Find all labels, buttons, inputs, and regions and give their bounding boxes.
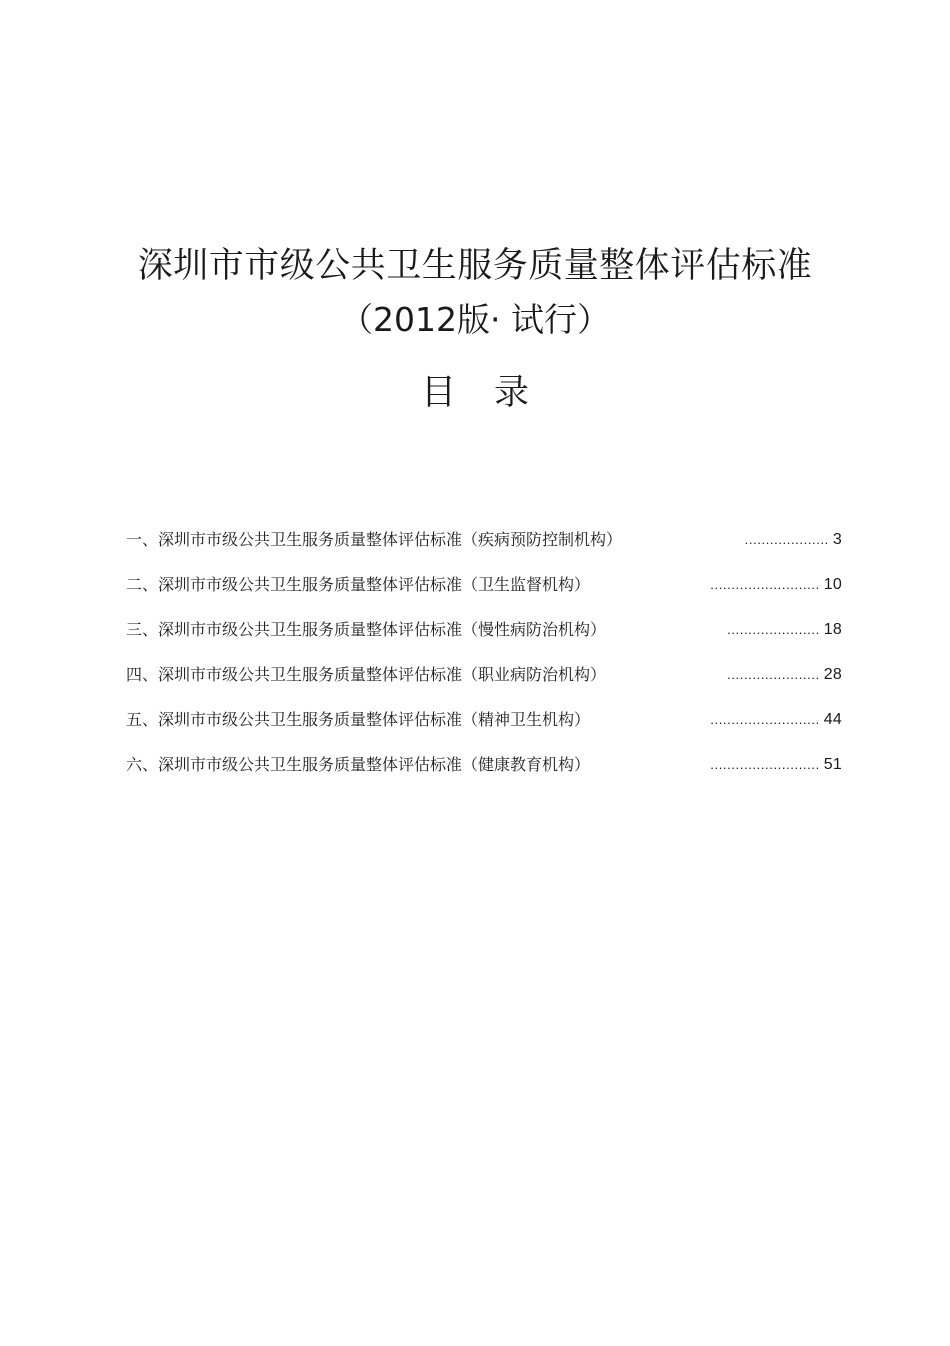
toc-entry-page: [710, 707, 842, 733]
toc-entry[interactable]: [126, 527, 842, 572]
toc-entry-label: 三、深圳市市级公共卫生服务质量整体评估标准（慢性病防治机构）: [126, 620, 607, 639]
toc-entry-label: 四、深圳市市级公共卫生服务质量整体评估标准（职业病防治机构）: [126, 665, 607, 684]
toc-entry-label: 二、深圳市市级公共卫生服务质量整体评估标准（卫生监督机构）: [126, 575, 591, 594]
document-subtitle: （2012版· 试行）: [340, 300, 610, 339]
toc-entry-page: [745, 527, 842, 553]
toc-entry-page: [727, 617, 842, 643]
toc-entry[interactable]: [126, 572, 842, 617]
toc-leader-dots: ......................: [727, 622, 820, 637]
toc-page-number: 28: [823, 666, 842, 683]
toc-page-number: 44: [823, 711, 842, 728]
toc-entry-label: 六、深圳市市级公共卫生服务质量整体评估标准（健康教育机构）: [126, 755, 591, 774]
toc-entry[interactable]: [126, 662, 842, 707]
toc-leader-dots: ....................: [744, 532, 829, 547]
toc-page-number: 3: [832, 531, 842, 548]
toc-leader-dots: ......................: [727, 667, 820, 682]
table-of-contents: [126, 527, 842, 797]
toc-entry-page: [710, 572, 842, 598]
toc-page-number: 51: [823, 756, 842, 773]
toc-entry[interactable]: [126, 617, 842, 662]
toc-entry[interactable]: [126, 707, 842, 752]
toc-leader-dots: ..........................: [710, 577, 820, 592]
toc-page-number: 18: [823, 621, 842, 638]
toc-page-number: 10: [823, 576, 842, 593]
toc-entry-label: 五、深圳市市级公共卫生服务质量整体评估标准（精神卫生机构）: [126, 710, 591, 729]
toc-entry[interactable]: [126, 752, 842, 797]
toc-leader-dots: ..........................: [710, 757, 820, 772]
toc-entry-label: 一、深圳市市级公共卫生服务质量整体评估标准（疾病预防控制机构）: [126, 530, 623, 549]
toc-heading: 目录: [420, 373, 567, 413]
toc-leader-dots: ..........................: [710, 712, 820, 727]
toc-entry-page: [727, 662, 842, 688]
document-title: 深圳市市级公共卫生服务质量整体评估标准: [137, 246, 813, 287]
toc-entry-page: [710, 752, 842, 778]
